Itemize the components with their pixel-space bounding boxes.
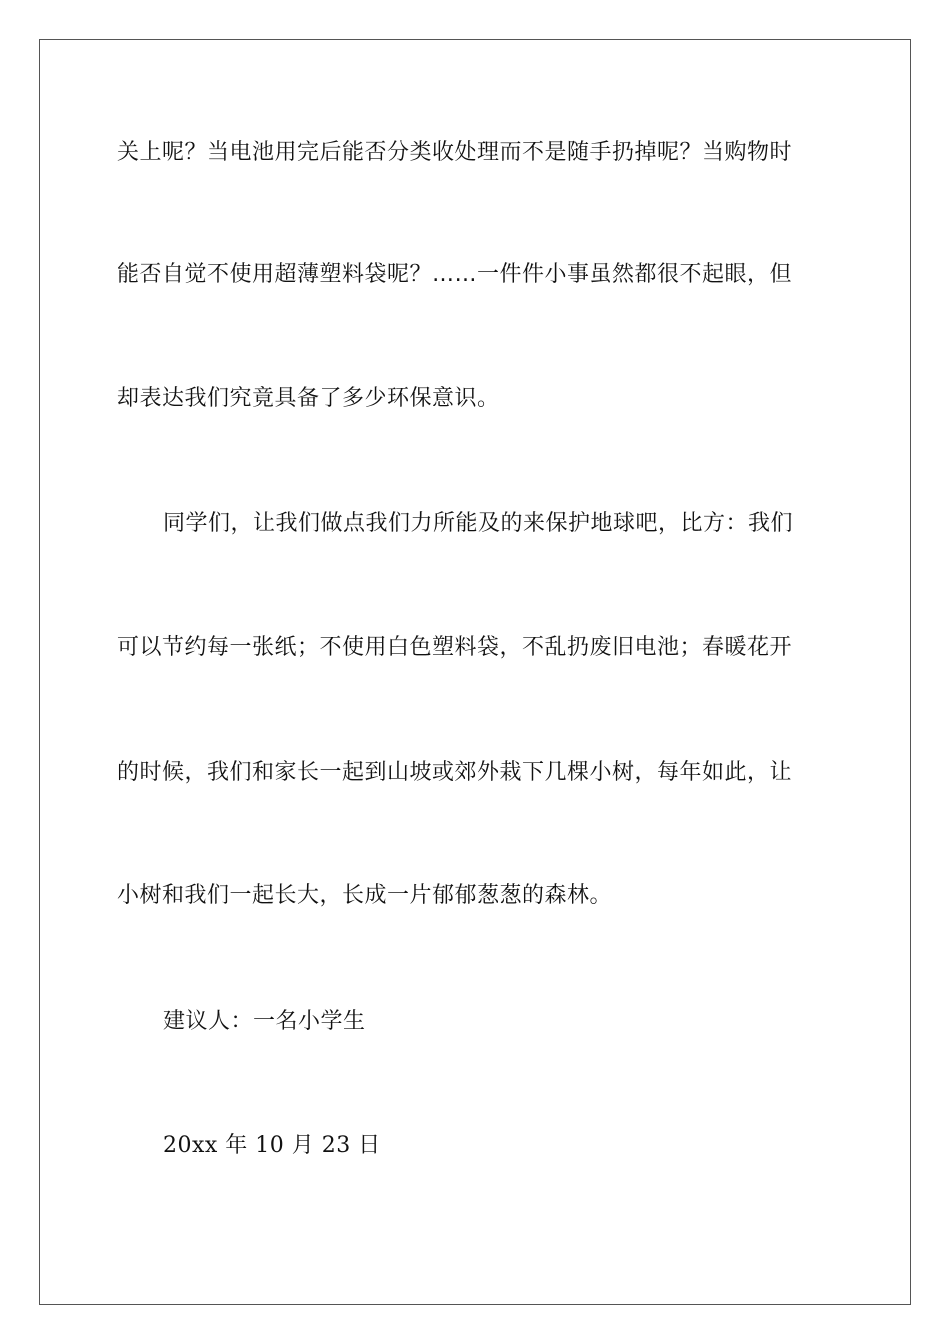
- body-text-line-2: 能否自觉不使用超薄塑料袋呢？……一件件小事虽然都很不起眼，但: [117, 262, 793, 287]
- signature-line: 建议人：一名小学生: [163, 1009, 366, 1034]
- body-text-line-5: 可以节约每一张纸；不使用白色塑料袋，不乱扔废旧电池；春暖花开: [117, 635, 793, 660]
- body-text-line-7: 小树和我们一起长大，长成一片郁郁葱葱的森林。: [117, 883, 613, 908]
- page-frame: [39, 39, 911, 1305]
- body-text-line-4: 同学们，让我们做点我们力所能及的来保护地球吧，比方：我们: [163, 511, 794, 536]
- date-line: 20xx 年 10 月 23 日: [163, 1133, 381, 1158]
- body-text-line-6: 的时候，我们和家长一起到山坡或郊外栽下几棵小树，每年如此，让: [117, 760, 793, 785]
- body-text-line-1: 关上呢？当电池用完后能否分类收处理而不是随手扔掉呢？当购物时: [117, 140, 793, 165]
- body-text-line-3: 却表达我们究竟具备了多少环保意识。: [117, 386, 500, 411]
